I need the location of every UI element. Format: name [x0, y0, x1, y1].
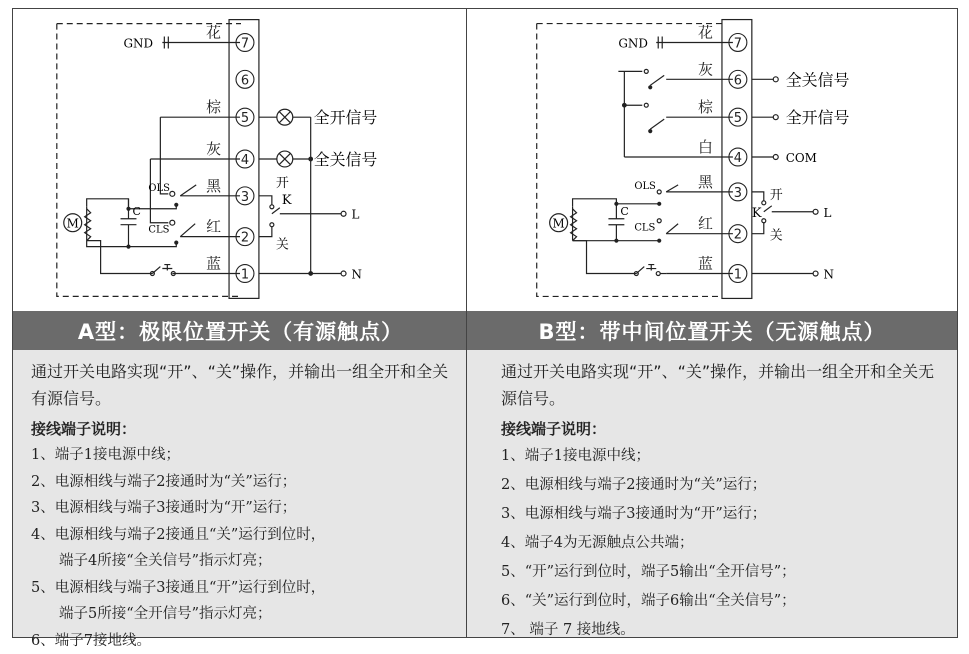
panel-a-description — [13, 350, 468, 637]
list-item: 1、端子1接电源中线； — [31, 442, 456, 469]
wire-color-4: 白 — [698, 138, 713, 156]
terminal-1: 1 — [241, 267, 249, 282]
terminal-7: 7 — [241, 36, 249, 51]
wire-color-2: 红 — [698, 215, 713, 233]
panel-a-heading: 接线端子说明： — [31, 416, 456, 442]
wire-color-3: 黑 — [698, 173, 713, 191]
terminal-5: 5 — [241, 111, 249, 126]
full-open-signal-label: 全开信号 — [314, 108, 378, 127]
cls-label: CLS — [148, 225, 169, 236]
terminal-6: 6 — [734, 73, 742, 88]
line-n-label: N — [352, 267, 362, 281]
open-label: 开 — [276, 176, 289, 191]
wire-color-7: 花 — [698, 23, 713, 41]
gnd-label: GND — [124, 36, 154, 50]
list-item: 2、电源相线与端子2接通时为“关”运行； — [501, 471, 945, 500]
wire-color-2: 红 — [206, 218, 221, 236]
line-l-label: L — [824, 206, 832, 220]
open-label: 开 — [770, 188, 783, 203]
ols-label: OLS — [148, 183, 170, 194]
motor-label: M — [67, 217, 79, 231]
list-item-continuation: 端子5所接“全开信号”指示灯亮； — [31, 601, 456, 628]
panel-b — [466, 8, 958, 638]
k-switch-label: K — [752, 206, 762, 221]
capacitor-label: C — [620, 205, 628, 218]
motor-label: M — [553, 217, 565, 231]
terminal-2: 2 — [241, 231, 249, 246]
terminal-7: 7 — [734, 36, 742, 51]
list-item: 7、 端子 7 接地线。 — [501, 616, 945, 645]
terminal-4: 4 — [734, 151, 742, 166]
terminal-5: 5 — [734, 111, 742, 126]
list-item: 3、电源相线与端子3接通时为“开”运行； — [501, 500, 945, 529]
panel-a — [12, 8, 469, 638]
terminal-6: 6 — [241, 73, 249, 88]
wire-color-7: 花 — [206, 24, 221, 42]
panel-b-description — [467, 350, 957, 637]
wire-color-3: 黑 — [206, 177, 221, 195]
wiring-diagram-b — [467, 9, 957, 309]
list-item: 6、“关”运行到位时，端子6输出“全关信号”； — [501, 587, 945, 616]
panel-b-heading: 接线端子说明： — [501, 416, 945, 442]
cls-label: CLS — [634, 223, 655, 234]
list-item: 1、端子1接电源中线； — [501, 442, 945, 471]
terminal-3: 3 — [734, 186, 742, 201]
list-item-continuation: 端子4所接“全关信号”指示灯亮； — [31, 548, 456, 575]
terminal-4: 4 — [241, 153, 249, 168]
dashed-enclosure — [537, 24, 722, 297]
list-item: 3、电源相线与端子3接通时为“开”运行； — [31, 495, 456, 522]
line-l-label: L — [352, 208, 360, 222]
list-item: 2、电源相线与端子2接通时为“关”运行； — [31, 469, 456, 496]
list-item: 5、电源相线与端子3接通且“开”运行到位时， — [31, 575, 456, 602]
gnd-label: GND — [618, 36, 648, 50]
ols-label: OLS — [634, 181, 656, 192]
list-item: 6、端子7接地线。 — [31, 628, 456, 654]
com-label: COM — [786, 151, 817, 165]
terminal-3: 3 — [241, 190, 249, 205]
wire-color-5: 棕 — [698, 98, 713, 116]
list-item: 5、“开”运行到位时，端子5输出“全开信号”； — [501, 558, 945, 587]
panel-a-intro: 通过开关电路实现“开”、“关”操作，并输出一组全开和全关有源信号。 — [31, 358, 456, 412]
wire-color-1: 蓝 — [698, 255, 713, 273]
wire-color-4: 灰 — [206, 140, 221, 158]
wire-color-6: 灰 — [698, 60, 713, 78]
line-n-label: N — [824, 268, 834, 282]
terminal-1: 1 — [734, 268, 742, 283]
close-label: 关 — [276, 238, 289, 253]
full-open-signal-label: 全开信号 — [786, 108, 850, 127]
panel-b-title: B型：带中间位置开关（无源触点） — [467, 311, 957, 350]
wiring-diagram-a — [13, 9, 468, 309]
wire-color-1: 蓝 — [206, 255, 221, 273]
k-switch-label: K — [282, 193, 292, 208]
full-close-signal-label: 全关信号 — [314, 150, 378, 169]
wire-color-5: 棕 — [206, 98, 221, 116]
panel-a-title: A型：极限位置开关（有源触点） — [13, 311, 468, 350]
capacitor-label: C — [132, 205, 140, 218]
list-item: 4、端子4为无源触点公共端； — [501, 529, 945, 558]
thermal-switch — [636, 265, 656, 274]
list-item: 4、电源相线与端子2接通且“关”运行到位时， — [31, 522, 456, 549]
close-label: 关 — [770, 229, 783, 244]
full-close-signal-label: 全关信号 — [786, 70, 850, 89]
panel-b-intro: 通过开关电路实现“开”、“关”操作，并输出一组全开和全关无源信号。 — [501, 358, 945, 412]
terminal-2: 2 — [734, 228, 742, 243]
